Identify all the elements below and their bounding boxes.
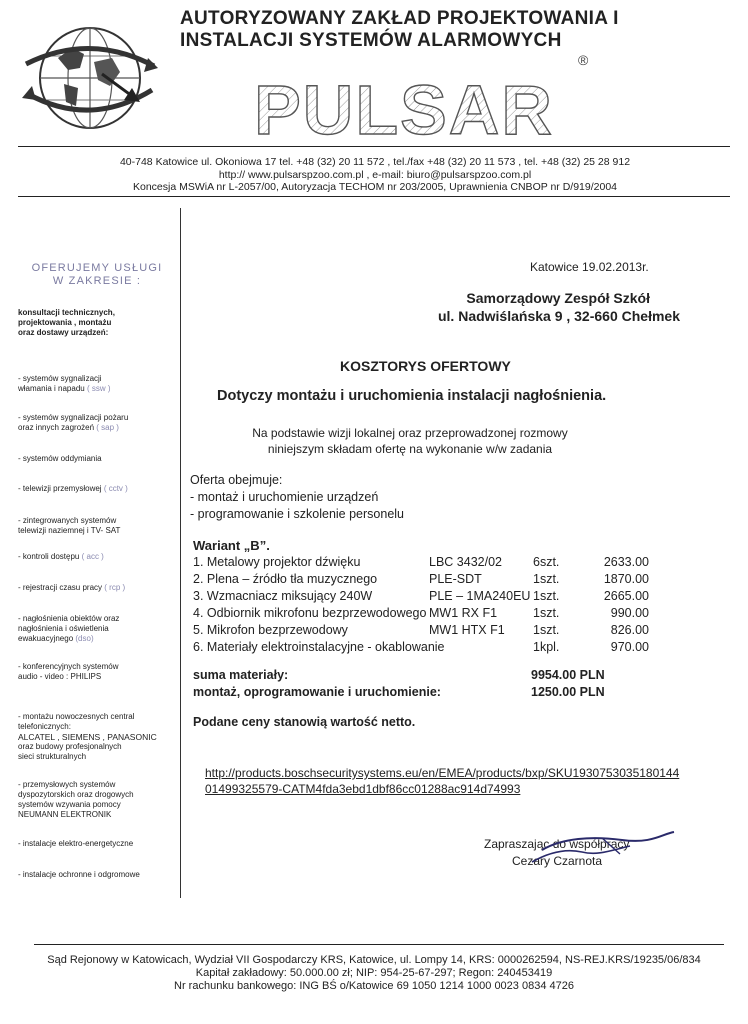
service-hint: ( ssw ): [86, 384, 111, 393]
contact-line-web: http:// www.pulsarspzoo.com.pl , e-mail: biuro@pulsarspzoo.com.pl: [218, 168, 532, 181]
intro-line1: Na podstawie wizji lokalnej oraz przeprowadzonej rozmowy: [252, 426, 568, 440]
labor-total-label: montaż, oprogramowanie i uruchomienie:: [193, 685, 441, 699]
recipient-street: ul. Nadwiślańska 9 , 32-660 Chełmek: [437, 308, 680, 324]
services-sidebar: [18, 262, 180, 879]
service-line: - systemów sygnalizacji pożaru: [18, 413, 129, 422]
service-hint: (dso): [75, 634, 94, 643]
materials-total-label: suma materiały:: [193, 668, 289, 682]
item-quantity: 1szt.: [533, 606, 560, 620]
item-quantity: 6szt.: [533, 555, 560, 569]
company-name-line1: AUTORYZOWANY ZAKŁAD PROJEKTOWANIA I: [180, 8, 619, 29]
service-line: - kontroli dostępu: [18, 552, 80, 561]
product-link-line2[interactable]: 01499325579-CATM4fda3ebd1dbf86cc01288ac914d74993: [205, 782, 521, 796]
item-price: 2633.00: [603, 555, 649, 569]
service-line: dyspozytorskich oraz drogowych: [18, 790, 134, 799]
intro-line2: niniejszym składam ofertę na wykonanie w/w zadania: [267, 442, 553, 456]
item-model: MW1 HTX F1: [429, 623, 505, 637]
item-model: PLE – 1MA240EU: [429, 589, 531, 603]
labor-total-row: [193, 684, 613, 701]
list-item: [18, 712, 183, 762]
service-line: - zintegrowanych systemów: [18, 516, 117, 525]
list-item: [18, 454, 183, 464]
service-line: - montażu nowoczesnych central: [18, 712, 135, 721]
list-item: [18, 780, 183, 820]
sidebar-intro-line1: konsultacji technicznych,: [18, 308, 115, 317]
service-line: - konferencyjnych systemów: [18, 662, 119, 671]
contact-divider: [18, 196, 730, 197]
sidebar-intro-line3: oraz dostawy urządzeń:: [18, 328, 109, 337]
letter-intro: [220, 425, 600, 457]
service-line: systemów wzywania pomocy: [18, 800, 121, 809]
item-quantity: 1szt.: [533, 589, 560, 603]
totals-block: [193, 667, 613, 701]
item-price: 970.00: [610, 640, 649, 654]
materials-total-row: [193, 667, 613, 684]
item-quantity: 1szt.: [533, 572, 560, 586]
footer-line-bank: Nr rachunku bankowego: ING BŚ o/Katowice 69 1050 1214 1000 0023 0834 4726: [174, 980, 574, 992]
item-name: 5. Mikrofon bezprzewodowy: [193, 623, 348, 637]
scope-item: - montaż i uruchomienie urządzeń: [190, 490, 379, 504]
closing-phrase: Zapraszając do współpracy: [484, 837, 630, 851]
product-link-line1[interactable]: http://products.boschsecuritysystems.eu/en/EMEA/products/bxp/SKU1930753035180144: [205, 766, 680, 780]
item-price: 2665.00: [603, 589, 649, 603]
list-item: [18, 516, 183, 536]
list-item: [18, 374, 183, 394]
service-line: - przemysłowych systemów: [18, 780, 116, 789]
offer-scope: [190, 472, 404, 523]
footer-line-court: Sąd Rejonowy w Katowicach, Wydział VII Gospodarczy KRS, Katowice, ul. Lompy 14, KRS: 0000262594, NS-REJ.KRS/19235/06/834: [47, 954, 701, 966]
net-price-note: Podane ceny stanowią wartość netto.: [193, 715, 416, 729]
service-line: - nagłośnienia obiektów oraz: [18, 614, 120, 623]
service-line: NEUMANN ELEKTRONIK: [18, 810, 112, 819]
letter-date: Katowice 19.02.2013r.: [530, 260, 649, 274]
footer-divider: [34, 944, 724, 945]
list-item: [18, 870, 183, 880]
service-line: audio - video : PHILIPS: [18, 672, 102, 681]
brand-text: PULSAR: [254, 71, 554, 146]
service-line: ALCATEL , SIEMENS , PANASONIC: [18, 732, 157, 742]
service-hint: ( cctv ): [103, 484, 128, 493]
list-item: [18, 484, 183, 494]
sidebar-intro-line2: projektowania , montażu: [18, 318, 112, 327]
item-model: PLE-SDT: [429, 572, 482, 586]
labor-total-value: 1250.00 PLN: [531, 685, 605, 699]
item-name: 1. Metalowy projektor dźwięku: [193, 555, 361, 569]
sidebar-intro: [18, 308, 180, 338]
scope-item: - programowanie i szkolenie personelu: [190, 507, 405, 521]
scope-heading: Oferta obejmuje:: [190, 473, 283, 487]
service-line: włamania i napadu: [18, 384, 85, 393]
item-price: 990.00: [610, 606, 649, 620]
service-line: sieci strukturalnych: [18, 752, 87, 761]
document-title: KOSZTORYS OFERTOWY: [340, 358, 511, 374]
pulsar-brand-logo: [254, 66, 554, 146]
sidebar-title-line1: OFERUJEMY USŁUGI: [31, 262, 163, 274]
recipient-name: Samorządowy Zespół Szkół: [466, 290, 650, 306]
materials-total-value: 9954.00 PLN: [531, 668, 605, 682]
product-link[interactable]: [205, 765, 679, 797]
item-price: 1870.00: [603, 572, 649, 586]
service-hint: ( rcp ): [104, 583, 126, 592]
list-item: [18, 839, 183, 849]
pulsar-globe-logo: [20, 18, 160, 138]
list-item: [18, 413, 183, 433]
service-line: - rejestracji czasu pracy: [18, 583, 103, 592]
letter-subject: Dotyczy montażu i uruchomienia instalacji nagłośnienia.: [217, 388, 607, 404]
sidebar-title: [14, 262, 180, 288]
item-name: 4. Odbiornik mikrofonu bezprzewodowego: [193, 606, 427, 620]
list-item: [18, 583, 183, 593]
service-line: ewakuacyjnego: [18, 634, 74, 643]
footer-line-capital: Kapitał zakładowy: 50.000.00 zł; NIP: 954-25-67-297; Regon: 240453419: [195, 967, 553, 979]
sidebar-title-line2: W ZAKRESIE :: [52, 275, 142, 287]
service-line: - instalacje ochronne i odgromowe: [18, 870, 140, 879]
service-line: - instalacje elektro-energetyczne: [18, 839, 134, 848]
footer-info: [20, 954, 728, 993]
header-divider: [18, 146, 730, 147]
item-quantity: 1szt.: [533, 623, 560, 637]
item-model: LBC 3432/02: [429, 555, 502, 569]
service-line: oraz innych zagrożeń: [18, 423, 95, 432]
list-item: [18, 614, 183, 644]
service-line: nagłośnienia i oświetlenia: [18, 624, 109, 633]
list-item: [18, 662, 183, 682]
service-hint: ( sap ): [96, 423, 119, 432]
service-line: telewizji naziemnej i TV- SAT: [18, 526, 121, 535]
contact-line-licences: Koncesja MSWiA nr L-2057/00, Autoryzacja TECHOM nr 203/2005, Uprawnienia CNBOP nr D/919/2004: [132, 181, 618, 193]
service-line: telefonicznych:: [18, 722, 71, 731]
service-hint: ( acc ): [81, 552, 104, 561]
item-name: 2. Plena – źródło tła muzycznego: [193, 572, 378, 586]
service-line: - telewizji przemysłowej: [18, 484, 102, 493]
item-name: 3. Wzmacniacz miksujący 240W: [193, 589, 373, 603]
company-name: [180, 8, 650, 52]
contact-info: [40, 156, 710, 194]
item-name: 6. Materiały elektroinstalacyjne - okablowanie: [193, 640, 445, 654]
registered-mark: ®: [578, 52, 589, 68]
company-name-line2: INSTALACJI SYSTEMÓW ALARMOWYCH: [180, 30, 562, 51]
handwritten-signature: [502, 828, 682, 868]
service-line: - systemów sygnalizacji: [18, 374, 102, 383]
signer-name: Cezary Czarnota: [512, 854, 603, 868]
service-line: - systemów oddymiania: [18, 454, 102, 463]
item-model: MW1 RX F1: [429, 606, 498, 620]
item-price: 826.00: [610, 623, 649, 637]
recipient-address: [380, 289, 680, 325]
item-quantity: 1kpl.: [533, 640, 560, 654]
contact-line-address: 40-748 Katowice ul. Okoniowa 17 tel. +48 (32) 20 11 572 , tel./fax +48 (32) 20 11 573 , tel. +48 (32) 25 28 912: [119, 156, 631, 168]
service-line: oraz budowy profesjonalnych: [18, 742, 122, 751]
list-item: [18, 552, 183, 562]
variant-heading: Wariant „B”.: [193, 538, 270, 553]
